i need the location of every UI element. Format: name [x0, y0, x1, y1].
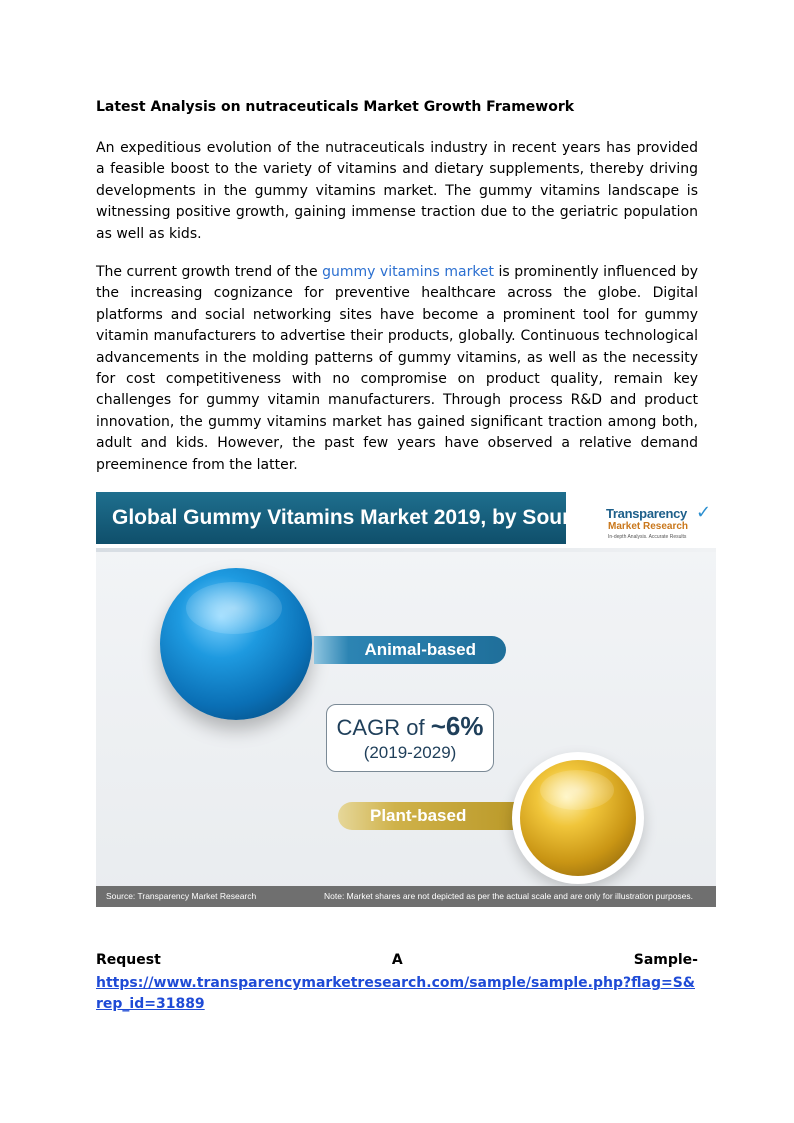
market-infographic: [96, 492, 716, 907]
paragraph-intro: An expeditious evolution of the nutraceuticals industry in recent years has provided a feasible boost to the variety of vitamins and dietary supplements, thereby driving developments in the gummy vitamins market. The gummy vitamins landscape is witnessing positive growth, gaining immense traction due to the geriatric population as well as kids.: [96, 140, 698, 242]
infographic-header: [96, 492, 716, 548]
document-heading: Latest Analysis on nutraceuticals Market Growth Framework: [96, 99, 575, 115]
brand-tagline: In-depth Analysis. Accurate Results: [608, 534, 687, 540]
request-a-word: A: [391, 952, 403, 968]
sample-request-link[interactable]: https://www.transparencymarketresearch.com/sample/sample.php?flag=S&rep_id=31889: [96, 975, 695, 1012]
animal-based-label: Animal-based: [314, 636, 506, 664]
header-divider: [96, 548, 716, 552]
plant-based-label: Plant-based: [338, 802, 528, 830]
checkmark-icon: ✓: [696, 502, 712, 523]
cagr-callout: [326, 704, 494, 772]
cagr-prefix: CAGR of: [336, 715, 431, 740]
request-word: Request: [96, 952, 161, 968]
infographic-title: Global Gummy Vitamins Market 2019, by Source: [96, 492, 566, 544]
cagr-value: ~6%: [430, 711, 484, 741]
paragraph-growth-text-after: is prominently influenced by the increasing cognizance for preventive healthcare across the globe. Digital platforms and social networking sites have become a prominent tool for gummy vitamin manufacturers to advertise their products, globally. Continuous technological advancements in the molding patterns of gummy vitamins, as well as the necessity for cost competitiveness with no compromise on product quality, remain key challenges for gummy vitamin manufacturers. Through process R&D and product innovation, the gummy vitamins market has gained significant traction among both, adult and kids. However, the past few years have observed a relative demand preeminence from the latter.: [96, 264, 698, 473]
animal-based-sphere: [160, 568, 312, 720]
brand-name: Transparency: [606, 506, 687, 521]
brand-name-secondary: Market Research: [608, 521, 689, 532]
brand-logo: [606, 502, 714, 546]
paragraph-growth-trend: [96, 262, 698, 476]
footer-source: Source: Transparency Market Research: [106, 891, 257, 901]
request-sample-word: Sample-: [633, 952, 698, 968]
infographic-footer: [96, 886, 716, 907]
footer-note: Note: Market shares are not depicted as per the actual scale and are only for illustration purposes.: [324, 891, 694, 901]
gummy-vitamins-market-link[interactable]: gummy vitamins market: [322, 264, 495, 280]
cagr-years: (2019-2029): [363, 743, 457, 762]
paragraph-growth-text-before: The current growth trend of the: [96, 264, 323, 280]
plant-based-sphere: [520, 760, 636, 876]
request-sample-line: [96, 952, 698, 972]
cagr-main-line: [327, 711, 493, 742]
